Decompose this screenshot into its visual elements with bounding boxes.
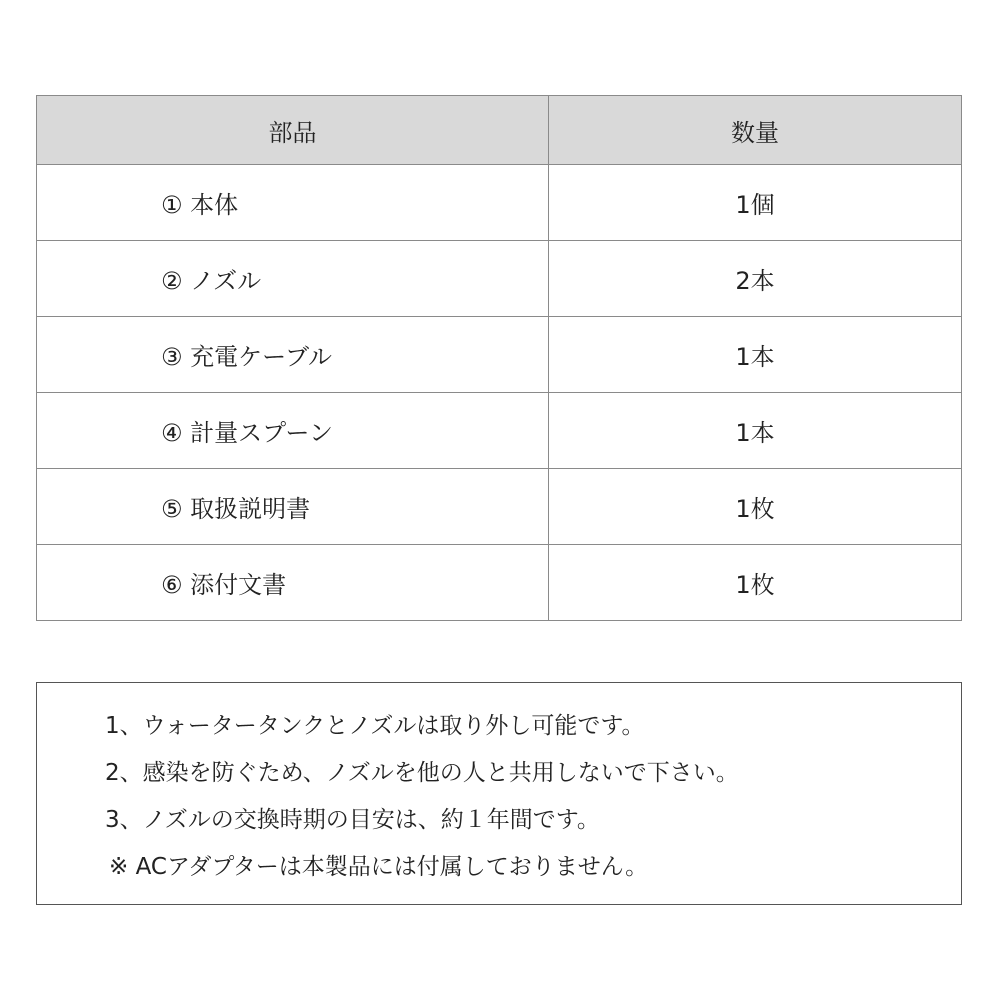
parts-table (36, 95, 962, 621)
note-line-2: 2、感染を防ぐため、ノズルを他の人と共用しないで下さい。 (105, 760, 739, 786)
note-line-3: 3、ノズルの交換時期の目安は、約１年間です。 (105, 807, 600, 833)
part-name-cell: ① 本体 (37, 165, 549, 241)
part-name-cell: ④ 計量スプーン (37, 393, 549, 469)
part-name-cell: ⑥ 添付文書 (37, 545, 549, 621)
quantity-cell: 1本 (549, 393, 962, 469)
table-row (37, 241, 962, 317)
quantity-cell: 1個 (549, 165, 962, 241)
table-row (37, 317, 962, 393)
header-quantity: 数量 (549, 96, 962, 165)
header-part: 部品 (37, 96, 549, 165)
table-header-row (37, 96, 962, 165)
quantity-cell: 1枚 (549, 469, 962, 545)
table-row (37, 545, 962, 621)
quantity-cell: 1本 (549, 317, 962, 393)
quantity-cell: 2本 (549, 241, 962, 317)
notes-list (37, 683, 961, 891)
table-row (37, 165, 962, 241)
table-row (37, 469, 962, 545)
part-name-cell: ② ノズル (37, 241, 549, 317)
quantity-cell: 1枚 (549, 545, 962, 621)
table-row (37, 393, 962, 469)
notes-box (36, 682, 962, 905)
part-name-cell: ③ 充電ケーブル (37, 317, 549, 393)
ac-adapter-disclaimer: ※ ACアダプターは本製品には付属しておりません。 (109, 854, 649, 880)
part-name-cell: ⑤ 取扱説明書 (37, 469, 549, 545)
note-line-1: 1、ウォータータンクとノズルは取り外し可能です。 (105, 713, 645, 739)
